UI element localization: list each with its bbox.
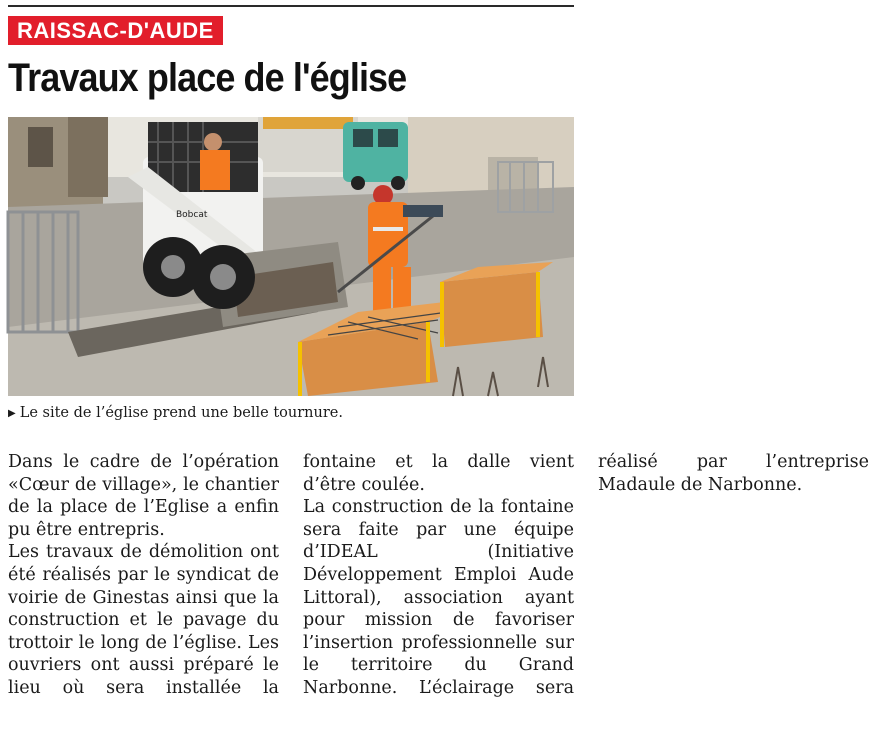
svg-text:Bobcat: Bobcat <box>176 210 208 220</box>
photo-caption-text: Le site de l’église prend une belle tournure. <box>19 405 343 421</box>
photo-caption <box>8 403 574 424</box>
paragraph-1: Dans le cadre de l’opération «Cœur de village», le chantier de la place de l’Eglise a enfin pu être entrepris. <box>8 452 279 540</box>
article-body <box>8 451 869 736</box>
top-rule <box>8 5 574 7</box>
article-photo <box>8 117 574 396</box>
triangle-right-icon: ▶ <box>8 408 16 419</box>
paragraph-3: La construction de la fontaine sera faite par une équipe d’IDEAL (Initiative Développement Emploi Aude Littoral), association ayant pour mission de favoriser l’insertion professionnelle sur le territoire du Grand Narbonne. L’éclairage sera réalisé par l’entreprise Madaule de Narbonne. <box>303 452 869 698</box>
section-kicker: RAISSAC-D'AUDE <box>8 16 223 45</box>
paragraph-2: Les travaux de démolition ont été réalisés par le syndicat de voirie de Ginestas ainsi que la construction et le pavage du trottoir le long de l’église. Les ouvriers ont aussi préparé le lieu où sera installée la fontaine et la dalle vient d’être coulée. <box>8 452 574 698</box>
headline: Travaux place de l'église <box>8 56 407 100</box>
